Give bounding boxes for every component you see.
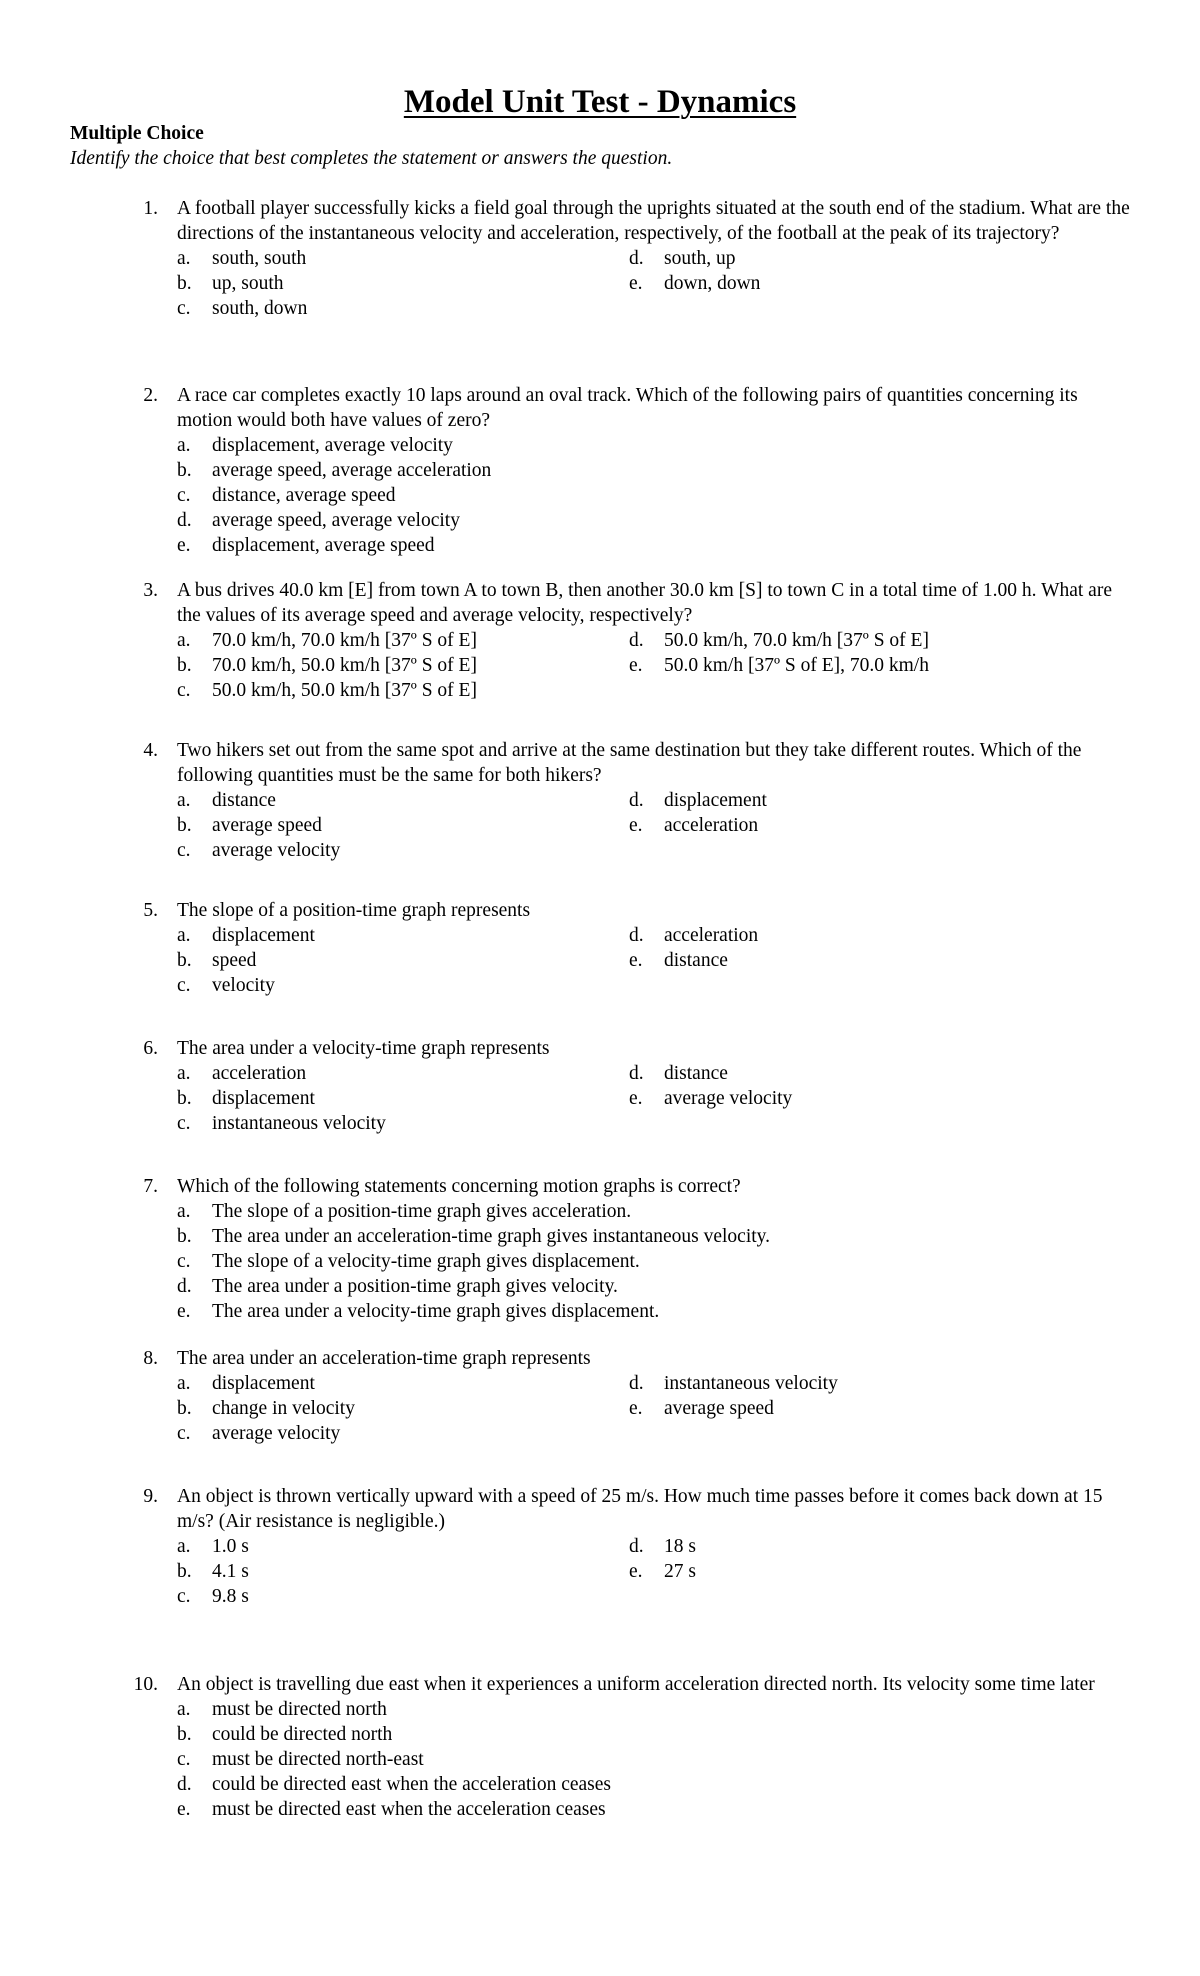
question-number: 10. (133, 1674, 158, 1695)
section-heading: Multiple Choice (70, 123, 204, 144)
choice-c (177, 1747, 424, 1772)
choice-letter: c. (177, 1251, 191, 1272)
choice-c (177, 1584, 249, 1609)
choice-text: 27 s (664, 1561, 696, 1582)
choice-letter: b. (177, 1226, 192, 1247)
choice-c (177, 678, 477, 703)
choice-text: The area under a position-time graph gives velocity. (212, 1276, 618, 1297)
choice-text: 70.0 km/h, 70.0 km/h [37º S of E] (212, 630, 477, 651)
choice-letter: c. (177, 298, 191, 319)
question-text: Two hikers set out from the same spot and arrive at the same destination but they take different routes. Which of the following quantities must be the same for both hikers? (177, 740, 1082, 786)
choice-e (629, 271, 760, 296)
choice-e (629, 653, 929, 678)
choice-letter: b. (177, 273, 192, 294)
choice-letter: b. (177, 1724, 192, 1745)
choice-text: could be directed north (212, 1724, 393, 1745)
choice-text: 50.0 km/h, 70.0 km/h [37º S of E] (664, 630, 929, 651)
question-6 (125, 1036, 1135, 1134)
choice-b (177, 1559, 249, 1584)
choice-e (629, 1396, 774, 1421)
choice-text: up, south (212, 273, 284, 294)
choice-text: distance (664, 950, 728, 971)
choice-text: average speed (664, 1398, 774, 1419)
question-10 (125, 1672, 1135, 1820)
choice-c (177, 1249, 640, 1274)
choice-text: 70.0 km/h, 50.0 km/h [37º S of E] (212, 655, 477, 676)
choice-letter: d. (629, 925, 644, 946)
choice-letter: e. (629, 950, 643, 971)
choice-letter: c. (177, 1423, 191, 1444)
choice-text: displacement, average speed (212, 535, 435, 556)
choice-text: 4.1 s (212, 1561, 249, 1582)
choice-a (177, 1061, 306, 1086)
choice-text: The area under a velocity-time graph gives displacement. (212, 1301, 660, 1322)
choice-letter: a. (177, 1201, 191, 1222)
choice-e (629, 948, 728, 973)
choice-b (177, 948, 256, 973)
question-text: The area under an acceleration-time graph represents (177, 1348, 591, 1369)
choice-text: average speed, average acceleration (212, 460, 492, 481)
choice-text: displacement (212, 1088, 315, 1109)
choice-letter: b. (177, 655, 192, 676)
choice-b (177, 1396, 355, 1421)
choice-d (629, 628, 929, 653)
choice-e (177, 1299, 659, 1324)
choice-e (629, 1559, 696, 1584)
choice-text: south, up (664, 248, 736, 269)
choice-text: acceleration (664, 925, 759, 946)
choice-letter: d. (629, 248, 644, 269)
choice-a (177, 1199, 631, 1224)
question-text: An object is travelling due east when it experiences a uniform acceleration directed north. Its velocity some time later (177, 1674, 1095, 1695)
choice-b (177, 1722, 392, 1747)
question-7 (125, 1174, 1135, 1322)
choice-text: instantaneous velocity (664, 1373, 838, 1394)
choice-letter: b. (177, 1561, 192, 1582)
choice-c (177, 1421, 340, 1446)
question-text: A bus drives 40.0 km [E] from town A to town B, then another 30.0 km [S] to town C in a total time of 1.00 h. What are the values of its average speed and average velocity, respectively? (177, 580, 1112, 626)
choice-a (177, 788, 276, 813)
question-5 (125, 898, 1135, 996)
choice-letter: a. (177, 925, 191, 946)
choice-c (177, 1111, 386, 1136)
choice-letter: c. (177, 1113, 191, 1134)
choice-a (177, 1534, 249, 1559)
choice-d (177, 508, 460, 533)
choice-text: must be directed east when the acceleration ceases (212, 1799, 606, 1820)
choice-text: 9.8 s (212, 1586, 249, 1607)
question-number: 2. (143, 385, 158, 406)
choice-letter: a. (177, 435, 191, 456)
choice-text: average velocity (212, 840, 341, 861)
choice-a (177, 923, 315, 948)
choice-letter: d. (177, 1774, 192, 1795)
choice-letter: c. (177, 680, 191, 701)
choice-text: acceleration (212, 1063, 307, 1084)
choice-letter: e. (629, 815, 643, 836)
choice-text: distance (664, 1063, 728, 1084)
choice-d (629, 246, 736, 271)
choice-letter: c. (177, 1749, 191, 1770)
choice-c (177, 296, 307, 321)
choice-letter: b. (177, 950, 192, 971)
instructions: Identify the choice that best completes the statement or answers the question. (70, 148, 673, 169)
choice-letter: c. (177, 485, 191, 506)
choice-a (177, 628, 477, 653)
choice-d (177, 1772, 611, 1797)
choice-a (177, 1697, 387, 1722)
question-3 (125, 578, 1135, 701)
question-text: A race car completes exactly 10 laps around an oval track. Which of the following pairs of quantities concerning its motion would both have values of zero? (177, 385, 1078, 431)
choice-a (177, 433, 453, 458)
choice-text: 18 s (664, 1536, 696, 1557)
question-1 (125, 196, 1135, 319)
choice-b (177, 813, 322, 838)
choice-b (177, 1224, 770, 1249)
question-text: Which of the following statements concerning motion graphs is correct? (177, 1176, 741, 1197)
choice-d (629, 1061, 728, 1086)
choice-text: must be directed north (212, 1699, 387, 1720)
choice-letter: e. (629, 1088, 643, 1109)
choice-text: average velocity (664, 1088, 793, 1109)
choice-c (177, 973, 275, 998)
choice-letter: e. (177, 1799, 191, 1820)
choice-text: instantaneous velocity (212, 1113, 386, 1134)
choice-text: 1.0 s (212, 1536, 249, 1557)
choice-letter: b. (177, 460, 192, 481)
choice-text: change in velocity (212, 1398, 355, 1419)
question-number: 4. (143, 740, 158, 761)
choice-b (177, 458, 491, 483)
choice-letter: d. (629, 790, 644, 811)
choice-letter: e. (629, 1398, 643, 1419)
choice-a (177, 1371, 315, 1396)
question-number: 5. (143, 900, 158, 921)
question-text: An object is thrown vertically upward with a speed of 25 m/s. How much time passes before it comes back down at 15 m/s? (Air resistance is negligible.) (177, 1486, 1103, 1532)
page-title: Model Unit Test - Dynamics (403, 84, 797, 120)
choice-letter: e. (177, 1301, 191, 1322)
choice-d (629, 788, 767, 813)
choice-text: must be directed north-east (212, 1749, 424, 1770)
choice-letter: d. (177, 1276, 192, 1297)
choice-text: displacement (212, 1373, 315, 1394)
choice-letter: c. (177, 975, 191, 996)
choice-text: average speed, average velocity (212, 510, 460, 531)
choice-letter: b. (177, 1088, 192, 1109)
choice-letter: a. (177, 1373, 191, 1394)
question-number: 1. (143, 198, 158, 219)
choice-letter: a. (177, 630, 191, 651)
question-4 (125, 738, 1135, 861)
choice-d (629, 1534, 696, 1559)
choice-letter: a. (177, 1699, 191, 1720)
choice-text: velocity (212, 975, 275, 996)
choice-b (177, 271, 284, 296)
question-9 (125, 1484, 1135, 1607)
choice-text: distance, average speed (212, 485, 396, 506)
choice-letter: c. (177, 1586, 191, 1607)
choice-c (177, 483, 396, 508)
choice-text: 50.0 km/h [37º S of E], 70.0 km/h (664, 655, 929, 676)
choice-letter: e. (629, 273, 643, 294)
choice-e (629, 813, 758, 838)
question-number: 3. (143, 580, 158, 601)
choice-d (629, 923, 758, 948)
choice-letter: a. (177, 1063, 191, 1084)
choice-a (177, 246, 306, 271)
choice-text: displacement, average velocity (212, 435, 453, 456)
choice-text: acceleration (664, 815, 759, 836)
choice-letter: a. (177, 248, 191, 269)
choice-letter: e. (177, 535, 191, 556)
question-2 (125, 383, 1135, 556)
choice-text: distance (212, 790, 276, 811)
choice-letter: a. (177, 790, 191, 811)
choice-letter: b. (177, 1398, 192, 1419)
question-text: A football player successfully kicks a field goal through the uprights situated at the south end of the stadium. What are the directions of the instantaneous velocity and acceleration, respectively, of the football at the peak of its trajectory? (177, 198, 1130, 244)
choice-text: speed (212, 950, 257, 971)
choice-text: average speed (212, 815, 322, 836)
choice-letter: b. (177, 815, 192, 836)
choice-text: displacement (212, 925, 315, 946)
choice-letter: d. (629, 630, 644, 651)
choice-text: average velocity (212, 1423, 341, 1444)
choice-e (177, 1797, 606, 1822)
choice-letter: d. (629, 1373, 644, 1394)
choice-letter: d. (629, 1063, 644, 1084)
choice-b (177, 1086, 315, 1111)
choice-letter: c. (177, 840, 191, 861)
choice-letter: e. (629, 655, 643, 676)
question-number: 9. (143, 1486, 158, 1507)
question-8 (125, 1346, 1135, 1444)
question-number: 7. (143, 1176, 158, 1197)
choice-text: The slope of a velocity-time graph gives displacement. (212, 1251, 640, 1272)
choice-b (177, 653, 477, 678)
question-number: 8. (143, 1348, 158, 1369)
question-number: 6. (143, 1038, 158, 1059)
choice-e (177, 533, 435, 558)
choice-text: south, south (212, 248, 307, 269)
choice-text: south, down (212, 298, 308, 319)
choice-letter: a. (177, 1536, 191, 1557)
choice-text: The area under an acceleration-time graph gives instantaneous velocity. (212, 1226, 771, 1247)
choice-text: The slope of a position-time graph gives acceleration. (212, 1201, 632, 1222)
choice-text: displacement (664, 790, 767, 811)
choice-letter: e. (629, 1561, 643, 1582)
choice-d (629, 1371, 838, 1396)
choice-text: could be directed east when the acceleration ceases (212, 1774, 611, 1795)
choice-d (177, 1274, 618, 1299)
choice-letter: d. (177, 510, 192, 531)
choice-e (629, 1086, 792, 1111)
question-text: The slope of a position-time graph represents (177, 900, 531, 921)
question-text: The area under a velocity-time graph represents (177, 1038, 550, 1059)
choice-text: 50.0 km/h, 50.0 km/h [37º S of E] (212, 680, 477, 701)
choice-letter: d. (629, 1536, 644, 1557)
choice-c (177, 838, 340, 863)
choice-text: down, down (664, 273, 761, 294)
